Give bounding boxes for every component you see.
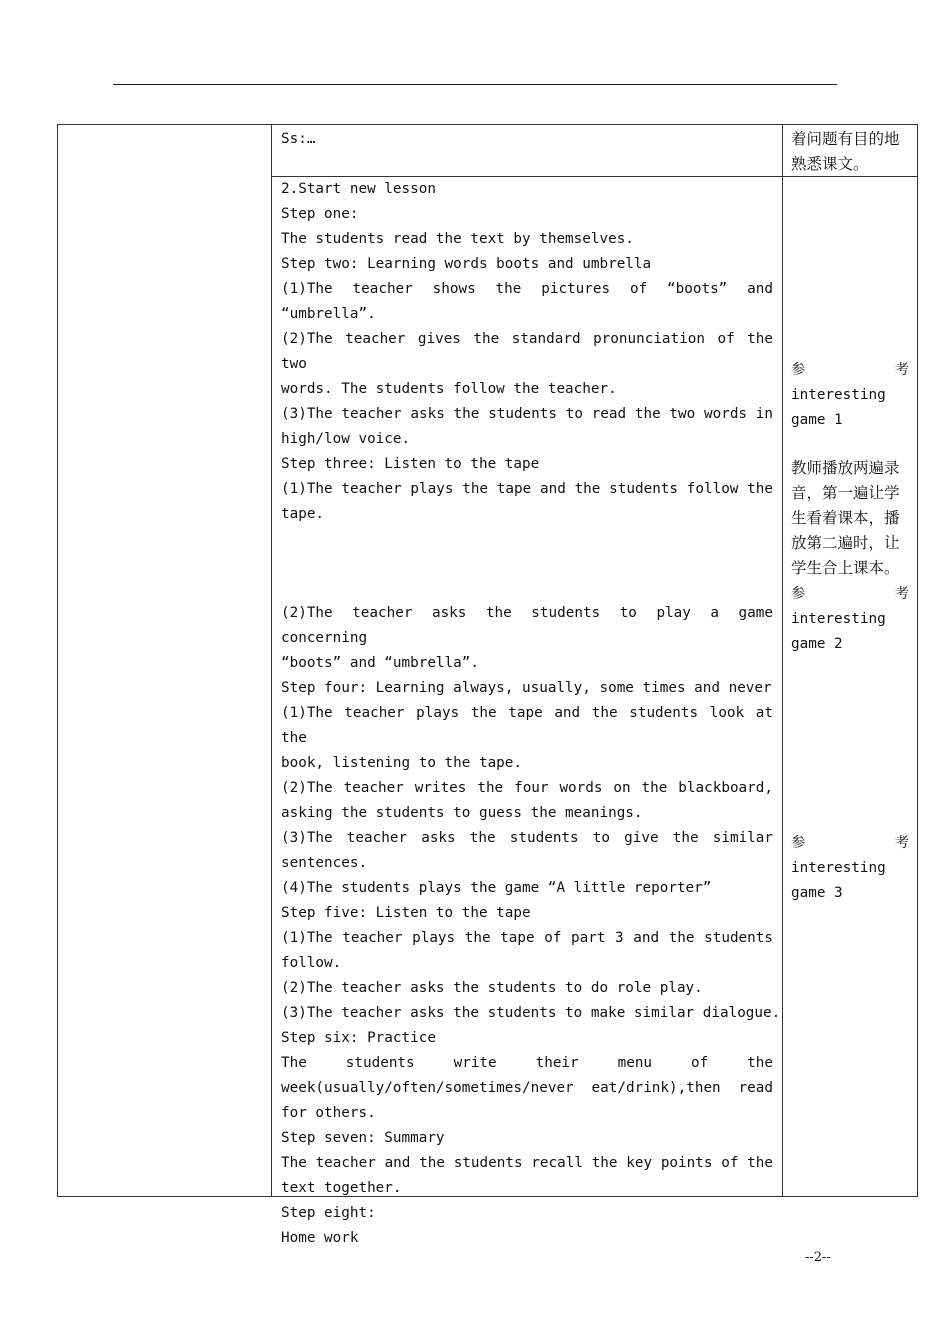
procedure-line: text together. — [281, 1180, 402, 1196]
procedure-line: The students write their menu of the — [281, 1055, 773, 1071]
procedure-line: (1)The teacher plays the tape and the students look at the — [281, 705, 773, 746]
note-tape-text: 教师播放两遍录音，第一遍让学生看着课本，播放第二遍时，让学生合上课本。 — [791, 459, 900, 577]
note-game-label: game 3 — [791, 885, 843, 901]
row1-note — [791, 127, 909, 177]
procedure-line: Step five: Listen to the tape — [281, 905, 531, 921]
procedure-line: for others. — [281, 1105, 376, 1121]
column-divider-2 — [782, 125, 783, 1196]
procedure-line: “boots” and “umbrella”. — [281, 655, 479, 671]
note-ref-label: 参 考 — [791, 586, 909, 602]
procedure-line: (3)The teacher asks the students to make similar dialogue. — [281, 1005, 781, 1021]
procedure-line: 2.Start new lesson — [281, 181, 436, 197]
note-ref-label: 参 考 — [791, 362, 909, 378]
procedure-line: “umbrella”. — [281, 306, 376, 322]
note-interesting: interesting — [791, 611, 886, 627]
procedure-line: sentences. — [281, 855, 368, 871]
procedure-line: Home work — [281, 1230, 359, 1246]
procedure-line: (2)The teacher asks the students to play a game concerning — [281, 605, 773, 646]
procedure-line: The teacher and the students recall the key points of the — [281, 1155, 773, 1171]
note-game-label: game 2 — [791, 636, 843, 652]
procedure-line: follow. — [281, 955, 342, 971]
procedure-line: asking the students to guess the meanings. — [281, 805, 643, 821]
procedure-line: high/low voice. — [281, 431, 411, 447]
row1-note-text: 着问题有目的地熟悉课文。 — [791, 130, 900, 173]
procedure-line: book, listening to the tape. — [281, 755, 523, 771]
note-game-1 — [791, 358, 909, 433]
note-game-2 — [791, 582, 909, 657]
note-interesting: interesting — [791, 387, 886, 403]
procedure-line: (2)The teacher asks the students to do role play. — [281, 980, 703, 996]
note-game-3 — [791, 831, 909, 906]
page-number: --2-- — [805, 1250, 831, 1265]
row1-procedure-text: Ss:… — [281, 131, 316, 147]
procedure-line: tape. — [281, 506, 325, 522]
procedure-line: Step eight: — [281, 1205, 376, 1221]
procedure-line: (3)The teacher asks the students to give the similar — [281, 830, 773, 846]
procedure-line: (1)The teacher plays the tape of part 3 and the students — [281, 930, 773, 946]
header-rule — [113, 84, 837, 85]
procedure-line: Step two: Learning words boots and umbrella — [281, 256, 652, 272]
procedure-line: (1)The teacher plays the tape and the students follow the — [281, 481, 773, 497]
procedure-line: The students read the text by themselves. — [281, 231, 634, 247]
procedure-line: (4)The students plays the game “A little reporter” — [281, 880, 712, 896]
row1-procedure — [281, 127, 773, 152]
procedure-line: (2)The teacher writes the four words on the blackboard, — [281, 780, 773, 796]
procedure-line: words. The students follow the teacher. — [281, 381, 617, 397]
note-interesting: interesting — [791, 860, 886, 876]
column-divider-1 — [271, 125, 272, 1196]
procedure-line: Step four: Learning always, usually, some times and never — [281, 680, 772, 696]
procedure-line: Step three: Listen to the tape — [281, 456, 540, 472]
note-game-label: game 1 — [791, 412, 843, 428]
procedure-line: (1)The teacher shows the pictures of “boots” and — [281, 281, 773, 297]
procedure-line: Step seven: Summary — [281, 1130, 445, 1146]
procedure-line: (2)The teacher gives the standard pronunciation of the two — [281, 331, 773, 372]
row2-procedure-b — [281, 601, 781, 1251]
procedure-line: (3)The teacher asks the students to read the two words in — [281, 406, 773, 422]
procedure-line: Step one: — [281, 206, 359, 222]
note-tape — [791, 456, 909, 581]
note-ref-label: 参 考 — [791, 835, 909, 851]
procedure-line: week(usually/often/sometimes/never eat/drink),then read — [281, 1080, 773, 1096]
procedure-line: Step six: Practice — [281, 1030, 436, 1046]
lesson-plan-table — [57, 124, 918, 1246]
row2-procedure-a — [281, 177, 773, 527]
